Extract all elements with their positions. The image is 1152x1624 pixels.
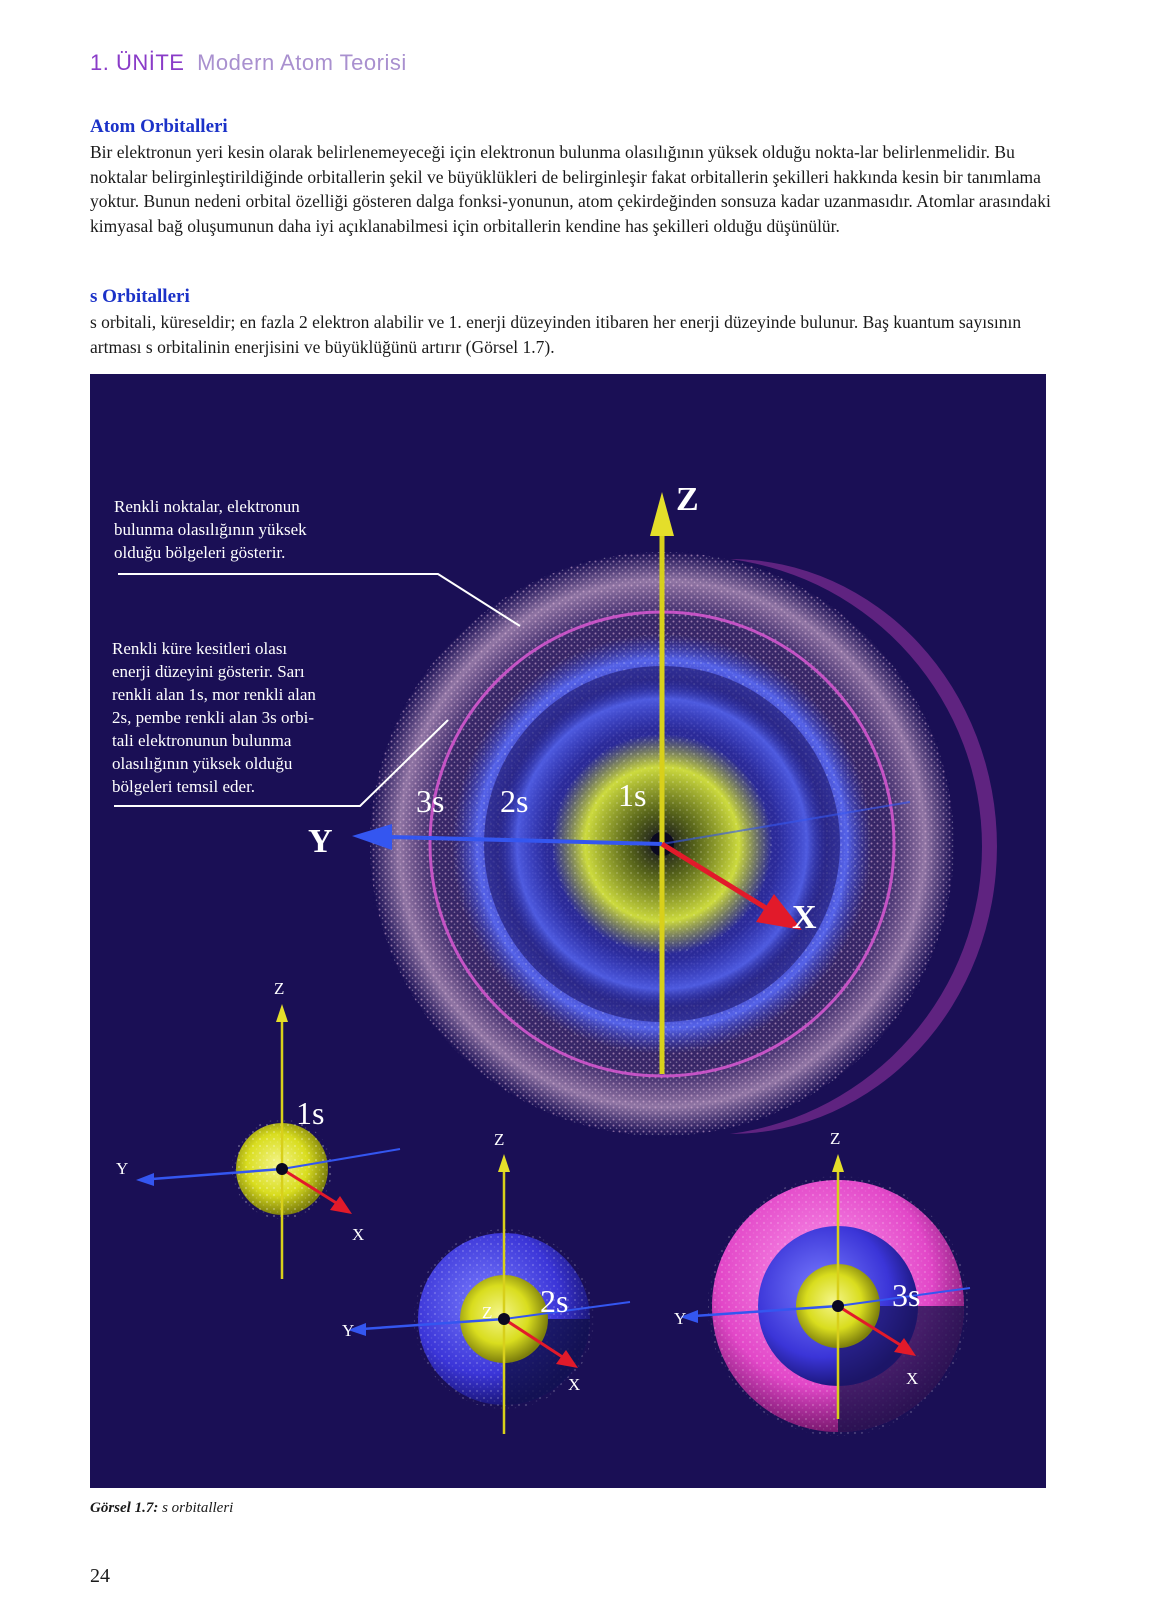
main-z-label: Z (676, 481, 699, 518)
small3-y-label: Y (674, 1309, 687, 1328)
small-model-3s (674, 1129, 970, 1436)
small1-orbital-label: 1s (296, 1095, 325, 1131)
small2-orbital-label: 2s (540, 1283, 569, 1319)
large-orbital-model (370, 552, 997, 1136)
page-number: 24 (90, 1565, 110, 1587)
svg-text:Renkli küre kesitleri olası: Renkli küre kesitleri olası (112, 639, 288, 658)
svg-text:olasılığının yüksek olduğu: olasılığının yüksek olduğu (112, 754, 293, 773)
svg-text:Renkli noktalar, elektronun: Renkli noktalar, elektronun (114, 497, 300, 516)
caption-text: s orbitalleri (162, 1500, 234, 1516)
annotation-dots-leader (118, 574, 520, 626)
unit-number: 1. ÜNİTE (90, 50, 185, 75)
s-orbitals-figure (90, 374, 1046, 1488)
small2-inner-z-label: Z (482, 1303, 493, 1322)
section-heading-atom-orbitals: Atom Orbitalleri (90, 116, 228, 137)
main-x-label: X (792, 899, 817, 936)
small2-y-label: Y (342, 1321, 355, 1340)
svg-text:bulunma olasılığının yüksek: bulunma olasılığının yüksek (114, 520, 307, 539)
svg-text:enerji düzeyini gösterir. Sarı: enerji düzeyini gösterir. Sarı (112, 662, 305, 681)
svg-text:renkli alan 1s, mor renkli ala: renkli alan 1s, mor renkli alan (112, 685, 316, 704)
small-model-1s (116, 979, 400, 1279)
small1-z-label: Z (274, 979, 285, 998)
small2-x-label: X (568, 1375, 581, 1394)
annotation-dots (114, 497, 307, 562)
svg-text:tali elektronunun bulunma: tali elektronunun bulunma (112, 731, 292, 750)
main-1s-label: 1s (618, 777, 647, 813)
figure-caption (90, 1500, 233, 1517)
unit-header (90, 50, 407, 76)
svg-text:2s, pembe renkli alan 3s orbi-: 2s, pembe renkli alan 3s orbi- (112, 708, 315, 727)
main-3s-label: 3s (416, 783, 445, 819)
small2-z-label: Z (494, 1130, 505, 1149)
annotation-spheres (112, 639, 316, 796)
small1-x-label: X (352, 1225, 365, 1244)
section-heading-s-orbitals: s Orbitalleri (90, 286, 190, 307)
small3-z-label: Z (830, 1129, 841, 1148)
small-model-2s (342, 1130, 630, 1434)
section-body-s-orbitals: s orbitali, küreseldir; en fazla 2 elektron alabilir ve 1. enerji düzeyinden itibaren her enerji düzeyinde bulunur. Baş kuantum sayısının artması s orbitalinin enerjisini ve büyüklüğünü artırır (Görsel 1.7). (90, 312, 1022, 357)
small3-orbital-label: 3s (892, 1277, 921, 1313)
z-axis-arrow-icon (650, 492, 674, 536)
main-y-label: Y (308, 823, 333, 860)
section-body-atom-orbitals: Bir elektronun yeri kesin olarak belirlenemeyeceği için elektronun bulunma olasılığının yüksek olduğu nokta-lar belirlenmelidir. Bu noktalar belirginleştirildiğinde orbitallerin şekil ve büyüklükleri de belirginleşir fakat orbitallerin şekilleri hakkında kesin bir tanımlama yoktur. Bunun nedeni orbital özelliği gösteren dalga fonksi-yonunun, atom çekirdeğinden sonsuza kadar uzanmasıdır. Atomlar arasındaki kimyasal bağ oluşumunun daha iyi açıklanabilmesi için orbitallerin kendine has şekilleri olduğu düşünülür. (90, 142, 1051, 236)
small1-y-label: Y (116, 1159, 129, 1178)
caption-label: Görsel 1.7: (90, 1500, 159, 1516)
svg-text:olduğu bölgeleri gösterir.: olduğu bölgeleri gösterir. (114, 543, 286, 562)
unit-title: Modern Atom Teorisi (197, 50, 407, 75)
small3-x-label: X (906, 1369, 919, 1388)
main-2s-label: 2s (500, 783, 529, 819)
svg-text:bölgeleri temsil eder.: bölgeleri temsil eder. (112, 777, 256, 796)
